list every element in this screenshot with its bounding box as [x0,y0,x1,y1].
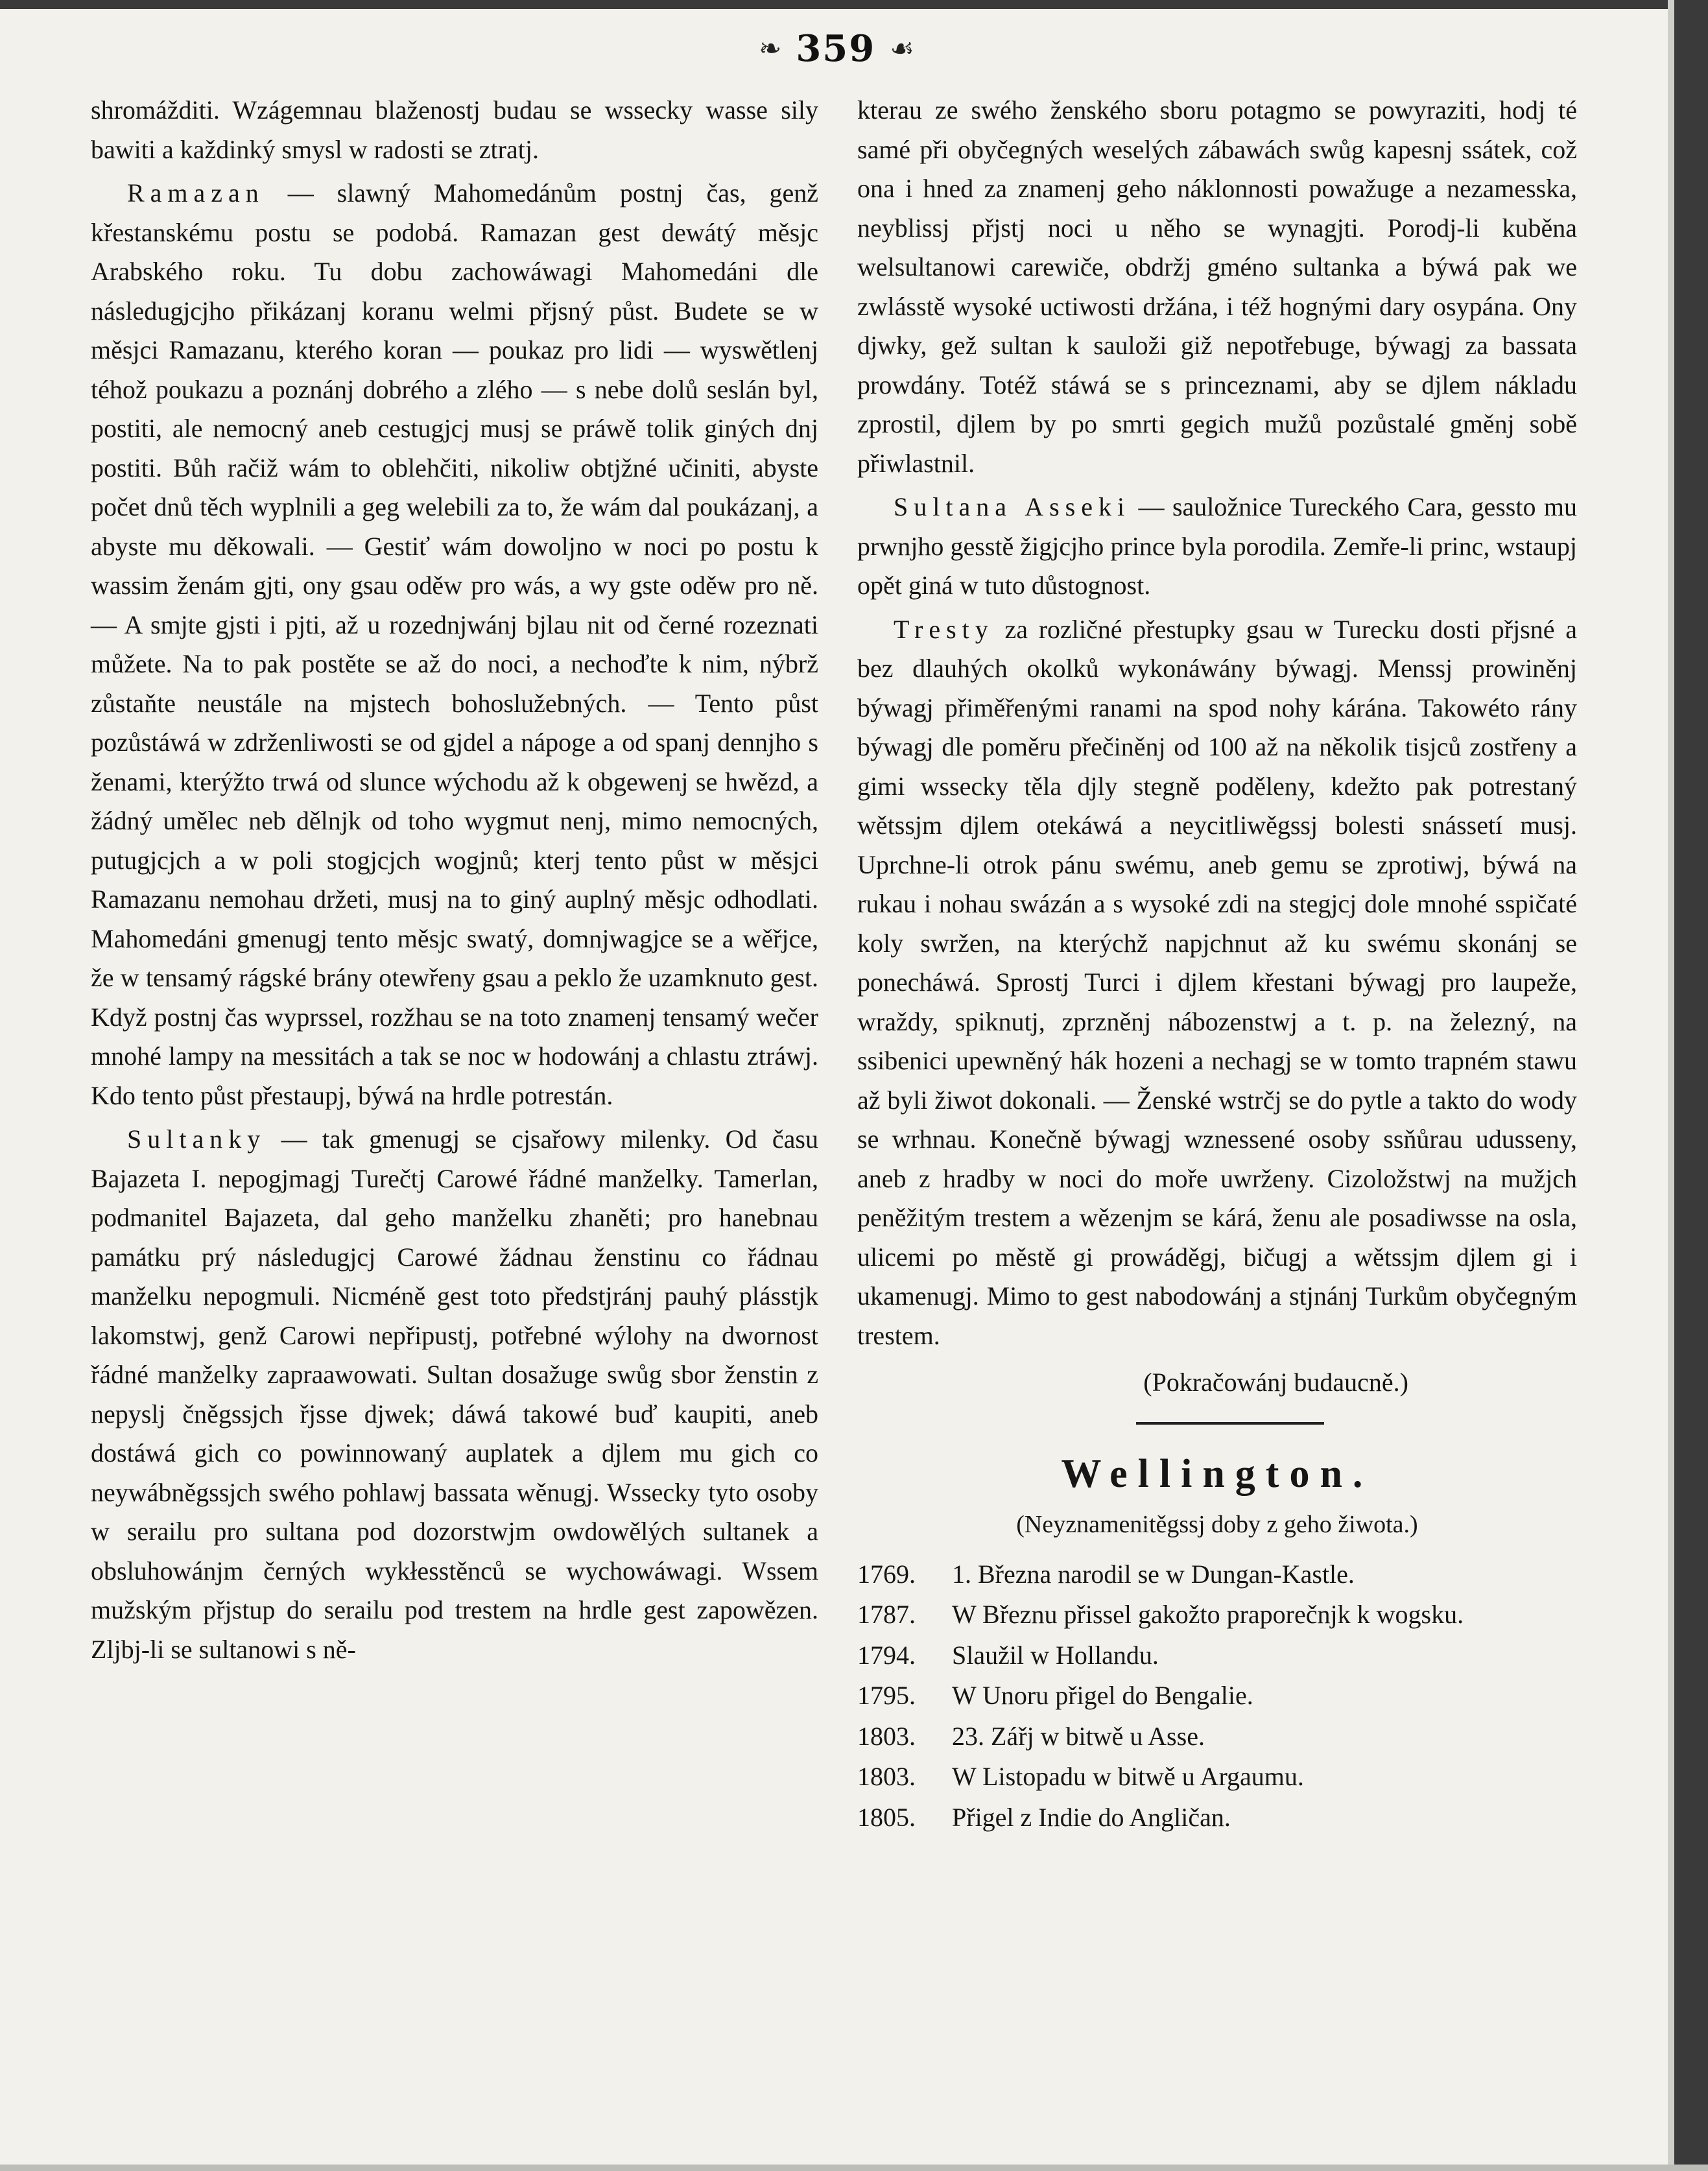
timeline-event: Přigel z Indie do Angličan. [952,1802,1231,1832]
term-ramazan: Ramazan [127,178,265,208]
timeline-row [857,1757,1577,1797]
paragraph-ramazan [91,174,818,1115]
paragraph-tresty-text: za rozličné přestupky gsau w Turecku dosti přjsné a bez dlauhých okolků wykonáwány býwagj. Menssj prowiněnj býwagj přiměřenými ranami na spod nohy kárána. Takowéto rány býwagj dle poměru přečiněnj od 100 až na několik tisjců zostřeny a gimi wssecky těla djly stegně poděleny, kdežto pak potrestaný wětssjm djlem otekáwá a neycitliwěgssj bolesti snássetí musj. Uprchne-li otrok pánu swému, aneb gemu se zprotiwj, býwá na rukau i nohau swázán a s wysoké zdi na stegjcj dole mnohé sspičaté koly swržen, na kterýchž napjchnut až ku swému skonánj se ponecháwá. Sprostj Turci i djlem křestani býwagj pro laupeže, wraždy, spiknutj, zprzněnj nábozenstwj a t. p. na železný, na ssibenici upewněný hák hozeni a nechagj se w tomto trapném stawu až byli žiwot dokonali. — Ženské wstrčj se do pytle a takto do wody se wrhnau. Konečně býwagj wznessené osoby ssňůrau udusseny, aneb z hradby w noci do moře uwrženy. Cizoložstwj na mužjch peněžitým trestem a wězenjm se kárá, ženu ale posadiwsse na osla, ulicemi po městě gi prowáděgj, bičugj a wětssjm djlem gi i ukamenugj. Mimo to gest nabodowánj a stjnánj Turkům obyčegným trestem. [857,614,1577,1350]
scan-edge-bottom [0,2165,1708,2171]
left-column [91,91,818,1669]
page-number: 359 [796,27,876,70]
timeline-year: 1769. [857,1559,916,1589]
scan-edge-top [0,0,1708,9]
section-divider [1136,1422,1324,1425]
timeline-year: 1787. [857,1600,916,1629]
paragraph-continuation: shromážditi. Wzágemnau blaženostj budau se wssecky wasse sily bawiti a každinký smysl w radosti se ztratj. [91,95,818,164]
paragraph-sultanky-text: — tak gmenugj se cjsařowy milenky. Od času Bajazeta I. nepogjmagj Turečtj Carowé řádné manželky. Tamerlan, podmanitel Bajazeta, dal geho manželku zhaněti; pro hanebnau památku prý následugjcj Carowé žádnau ženstinu co řádnau manželku nepogmuli. Nicméně gest toto předstjránj pauhý plásstjk lakomstwj, genž Carowi nepřipustj, potřebné wýlohy na dwornost řádné manželky zapraawowati. Sultan dosažuge swůg sbor ženstin z nepyslj čněgssjch řjsse djwek; dáwá takowé buď kaupiti, aneb dostáwá gich co powinnowaný auplatek a djlem mu gich co neywábněgssjch swého pohlawj bassata wěnugj. Wssecky tyto osoby w serailu pro sultana pod dozorstwjm owdowělých sultanek a obsluhowánjm černých wykłesstěnců se wychowáwagi. Wssem mužským přjstup do serailu pod trestem na hrdle gest zapowězen. Zljbj-li se sultanowi s ně- [91,1124,818,1664]
timeline-year: 1803. [857,1762,916,1791]
paragraph-ramazan-text: — slawný Mahomedánům postnj čas, genž křestanskému postu se podobá. Ramazan gest dewátý měsjc Arabského roku. Tu dobu zachowáwagi Mahomedáni dle následugjcjho přikázanj koranu welmi přjsný půst. Budete se w měsjci Ramazanu, kterého koran — poukaz pro lidi — wyswětlenj téhož poukazu a poznánj dobrého a zlého — s nebe dolů seslán byl, postiti, ale nemocný aneb cestugjcj musj se práwě tolik giných dnj postiti. Bůh račiž wám to oblehčiti, nikoliw obtjžné učiniti, abyste počet dnů těch wyplnili a geg welebili za to, že wám dal poukázanj, a abyste mu děkowali. — Gestiť wám dowoljno w noci po postu k wassim ženám gjti, ony gsau oděw pro wás, a wy gste oděw pro ně. — A smjte gjsti i pjti, až u rozednjwánj bjlau nit od černé rozeznati můžete. Na to pak postěte se až do noci, a nechoďte k nim, nýbrž zůstaňte neustále na mjstech bohoslužebných. — Tento půst pozůstáwá w zdrženliwosti se od gjdel a nápoge a od spanj dennjho s ženami, kterýžto trwá od slunce wýchodu až k obgewenj se hwězd, a žádný umělec neb dělnjk od toho wygmut nenj, mimo nemocných, putugjcjch a w poli stogjcjch wogjnů; kterj tento půst w měsjci Ramazanu nemohau držeti, musj na to giný auplný měsjc odhodlati. Mahomedáni gmenugj tento měsjc swatý, domnjwagjce se a wěřjce, že w tensamý rágské brány otewřeny gsau a peklo že uzamknuto gest. Když postnj čas wyprssel, rozžhau se na toto znamenj tensamý wečer mnohé lampy na messitách a tak se noc w hodowánj a chlastu ztráwj. Kdo tento půst přestaupj, býwá na hrdle potrestán. [91,178,818,1110]
paragraph-sultanky [91,1120,818,1669]
timeline-year: 1803. [857,1721,916,1751]
wellington-timeline [857,1554,1577,1838]
right-column [857,91,1577,1838]
timeline-event: Slaužil w Hollandu. [952,1640,1159,1670]
timeline-row [857,1716,1577,1757]
timeline-event: W Březnu přissel gakožto praporečnjk k wogsku. [952,1600,1464,1629]
timeline-year: 1795. [857,1681,916,1710]
paragraph-continuation-right: kterau ze swého ženského sboru potagmo se powyraziti, hodj té samé při obyčegných weselých zábawách swůg kapesnj ssátek, což ona i hned za znamenj geho náklonnosti powažuge a nezamesska, neyblissj přjstj noci u něho se wynagjti. Porodj-li kuběna welsultanowi carewiče, obdržj gméno sultanka a býwá pak we zwlásstě wysoké uctiwosti držána, i též hognými dary osypána. Ony djwky, gež sultan k sauloži giž nepotřebuge, býwagj za bassata prowdány. Totéž stáwá se s princeznami, aby se djlem nákladu zprostil, djlem by po smrti gegich mužů pozůstalé gměnj sobě přiwlastnil. [857,95,1577,478]
term-sultana-asseki: Sultana Asseki [894,492,1131,521]
term-tresty: Tresty [894,614,994,644]
timeline-event: W Listopadu w bitwě u Argaumu. [952,1762,1304,1791]
timeline-year: 1794. [857,1640,916,1670]
paragraph-sultana-asseki-text: — sauložnice Tureckého Cara, gessto mu prwnjho gesstě žigjcjho prince byla porodila. Zemře-li princ, wstaupj opět giná w tuto důstognost. [857,492,1577,600]
section-title-wellington: Wellington. [1061,1451,1373,1496]
timeline-row [857,1635,1577,1676]
timeline-row [857,1676,1577,1716]
timeline-year: 1805. [857,1802,916,1832]
timeline-event: 1. Března narodil se w Dungan-Kastle. [952,1559,1355,1589]
paragraph-sultana-asseki [857,488,1577,606]
section-subtitle: (Neyznamenitěgssj doby z geho žiwota.) [1016,1510,1418,1538]
timeline-event: 23. Zářj w bitwě u Asse. [952,1721,1205,1751]
timeline-event: W Unoru přigel do Bengalie. [952,1681,1253,1710]
timeline-row [857,1797,1577,1838]
term-sultanky: Sultanky [127,1124,267,1154]
left-ornament-icon: ❧ [759,32,782,64]
paragraph-tresty [857,610,1577,1356]
scan-edge-right-inner [1668,0,1674,2171]
page-header [700,26,973,71]
scan-edge-right [1674,0,1708,2171]
right-ornament-icon: ☙ [890,32,914,64]
timeline-row [857,1554,1577,1595]
continuation-note: (Pokračowánj budaucně.) [1143,1368,1408,1397]
timeline-row [857,1595,1577,1635]
